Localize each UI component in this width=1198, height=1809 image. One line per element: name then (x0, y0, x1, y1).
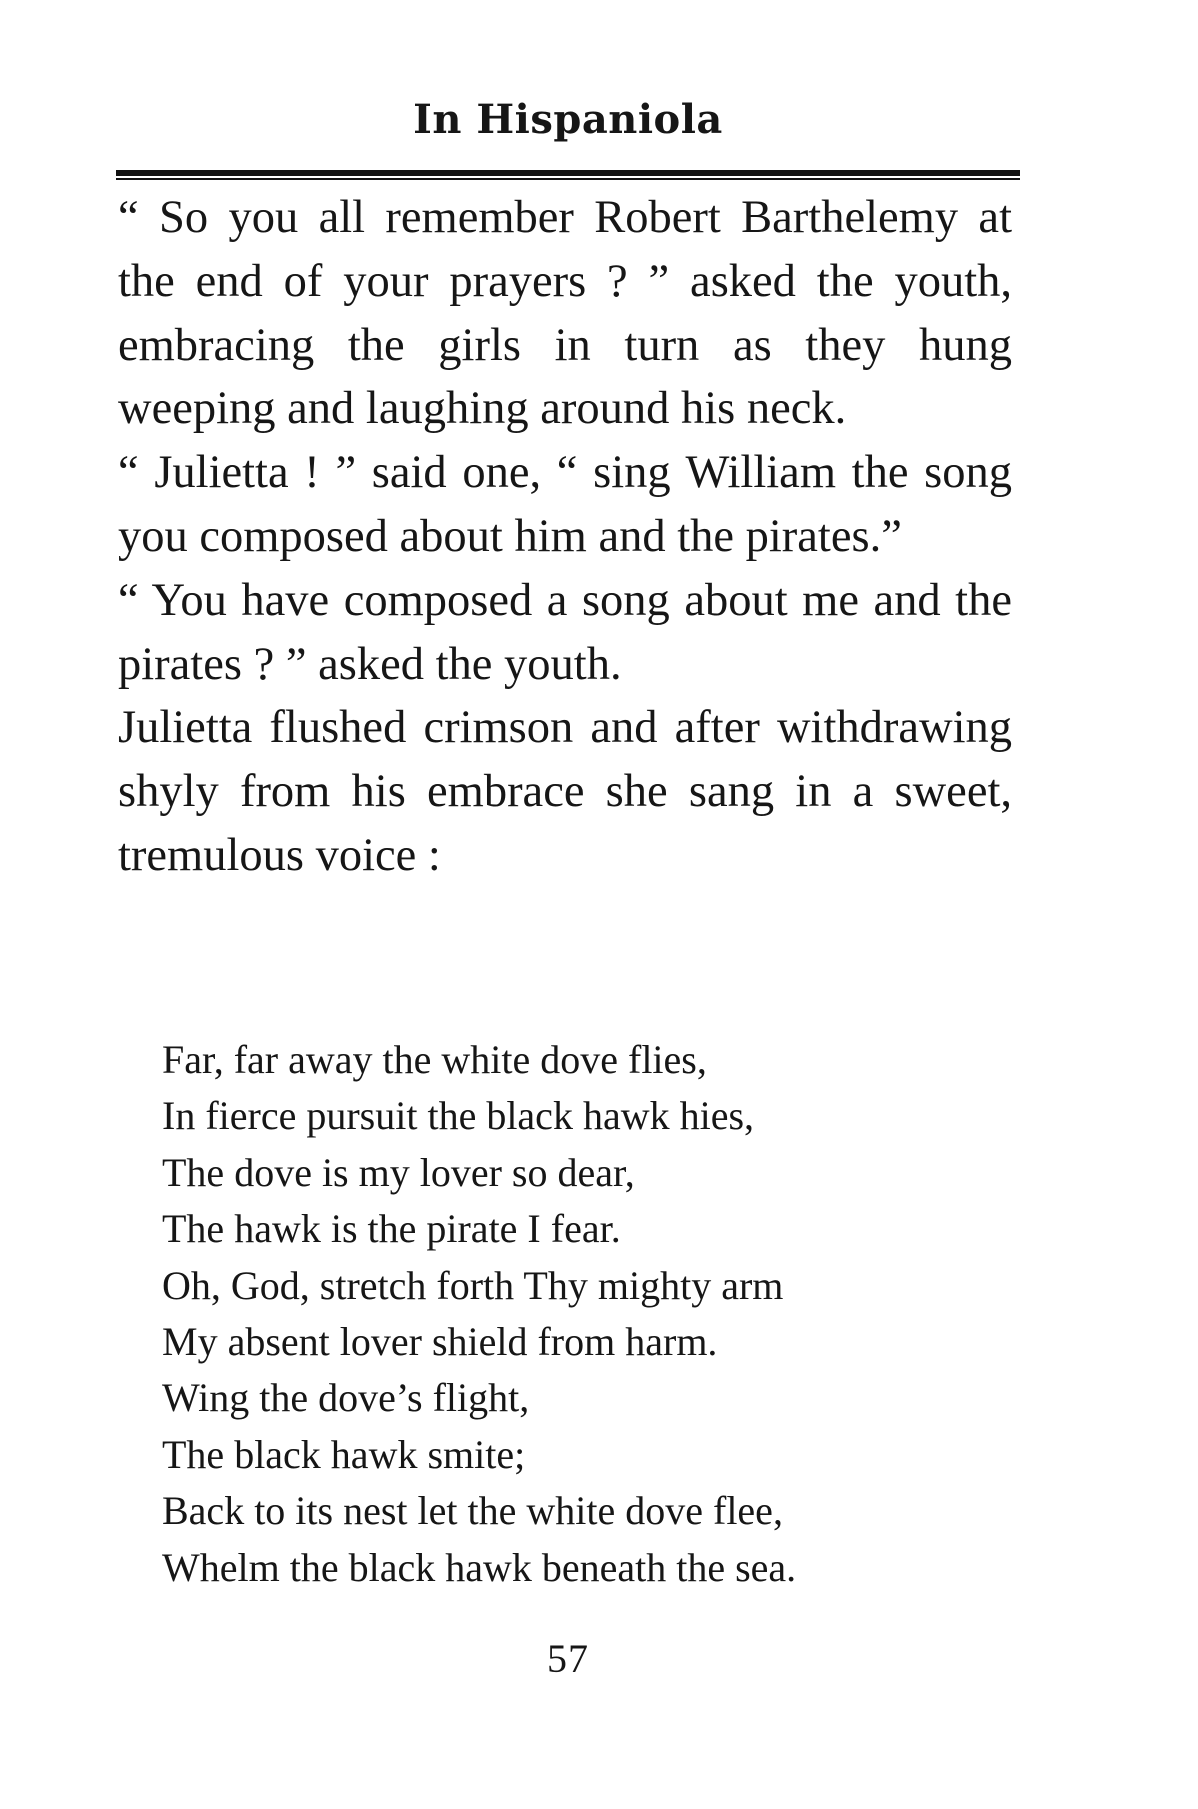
verse-line: My absent lover shield from harm. (162, 1319, 718, 1365)
verse-line: The hawk is the pirate I fear. (162, 1206, 621, 1252)
paragraph: “ So you all remember Robert Barthelemy at the end of your prayers ? ” asked the youth, embracing the girls in turn as they hung weeping and laughing around his neck. (118, 192, 1012, 435)
song-verse (162, 1032, 1012, 1596)
body-text (118, 186, 1012, 888)
verse-line: Back to its nest let the white dove flee, (162, 1488, 783, 1534)
header-rule (116, 170, 1020, 176)
verse-line: Whelm the black hawk beneath the sea. (162, 1544, 797, 1590)
verse-line: Wing the dove’s flight, (162, 1375, 530, 1421)
verse-line: Oh, God, stretch forth Thy mighty arm (162, 1262, 784, 1308)
verse-line: Far, far away the white dove flies, (162, 1037, 707, 1082)
verse-line: The dove is my lover so dear, (162, 1149, 635, 1195)
verse-line: The black hawk smite; (162, 1431, 526, 1477)
paragraph: “ You have composed a song about me and the pirates ? ” asked the youth. (118, 574, 1012, 690)
verse-line: In fierce pursuit the black hawk hies, (162, 1093, 755, 1139)
running-head: In Hispaniola (413, 96, 723, 143)
paragraph: “ Julietta ! ” said one, “ sing William the song you composed about him and the pirates.” (118, 447, 1012, 562)
paragraph: Julietta flushed crimson and after withdrawing shyly from his embrace she sang in a sweet, tremulous voice : (118, 702, 1012, 881)
page-number: 57 (547, 1636, 589, 1681)
